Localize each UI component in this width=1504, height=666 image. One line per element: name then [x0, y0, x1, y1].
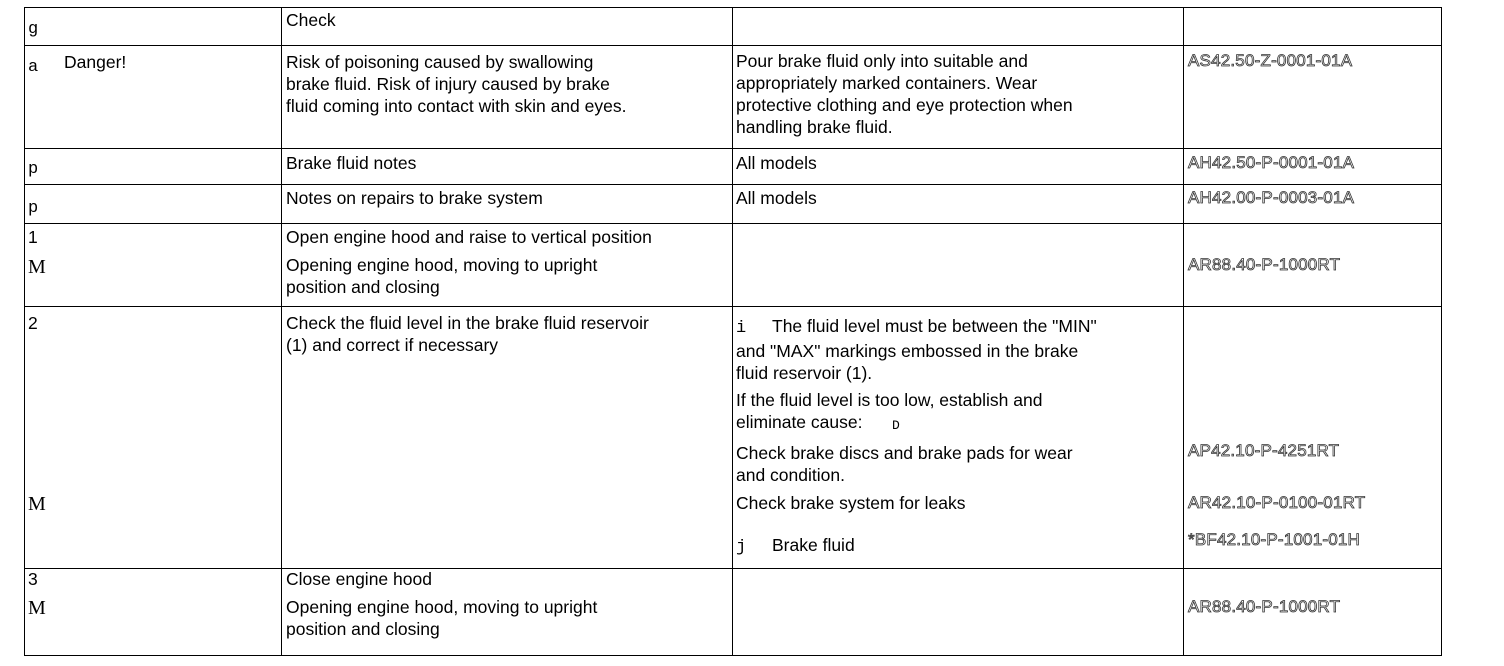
workshop-symbol: M	[28, 493, 46, 515]
table-rule	[24, 184, 1442, 185]
reference-code[interactable]: *BF42.10-P-1001-01H	[1188, 530, 1361, 549]
danger-label: Danger!	[64, 52, 127, 72]
step-sub-instruction: Opening engine hood, moving to upright position and closing	[286, 597, 598, 639]
fluid-symbol: j	[736, 538, 747, 557]
info-text-continued: and "MAX" markings embossed in the brake fluid reservoir (1).	[736, 341, 1079, 383]
table-rule	[24, 7, 25, 656]
reference-code[interactable]: AS42.50-Z-0001-01A	[1188, 51, 1353, 70]
notes-symbol: p	[28, 199, 39, 218]
info-text: The fluid level must be between the "MIN"	[772, 316, 1097, 336]
step-number: 2	[28, 313, 38, 333]
applicability: All models	[736, 188, 817, 208]
danger-symbol: a	[28, 58, 39, 77]
row-title: Brake fluid notes	[286, 153, 417, 173]
low-level-text: If the fluid level is too low, establish and eliminate cause:	[736, 390, 1043, 432]
cause-symbol: D	[892, 418, 900, 433]
reference-code[interactable]: AR42.10-P-0100-01RT	[1188, 493, 1366, 512]
step-number: 3	[28, 569, 38, 589]
leaks-check-text: Check brake system for leaks	[736, 493, 966, 513]
discs-check-text: Check brake discs and brake pads for wear and condition.	[736, 443, 1073, 485]
workshop-symbol: M	[28, 256, 46, 278]
applicability: All models	[736, 153, 817, 173]
table-rule	[1183, 7, 1184, 656]
table-rule	[24, 306, 1442, 307]
table-rule	[1441, 7, 1442, 656]
table-rule	[24, 45, 1442, 46]
step-instruction: Open engine hood and raise to vertical position	[286, 227, 652, 247]
danger-risk-text: Risk of poisoning caused by swallowing brake fluid. Risk of injury caused by brake fluid coming into contact with skin and eyes.	[286, 52, 627, 116]
table-rule	[24, 148, 1442, 149]
step-sub-instruction: Opening engine hood, moving to upright position and closing	[286, 255, 598, 297]
table-rule	[732, 7, 733, 656]
table-rule	[24, 7, 1442, 8]
info-symbol: i	[736, 319, 747, 338]
reference-code[interactable]: AR88.40-P-1000RT	[1188, 597, 1341, 616]
notes-symbol: p	[28, 160, 39, 179]
row-title: Notes on repairs to brake system	[286, 188, 543, 208]
row-title: Check	[286, 10, 336, 30]
fluid-text: Brake fluid	[772, 535, 855, 555]
workshop-symbol: M	[28, 597, 46, 619]
table-rule	[24, 655, 1442, 656]
table-rule	[24, 568, 1442, 569]
danger-measure-text: Pour brake fluid only into suitable and appropriately marked containers. Wear protective clothing and eye protection when handling brake fluid.	[736, 51, 1073, 137]
reference-code[interactable]: AR88.40-P-1000RT	[1188, 255, 1341, 274]
step-instruction: Close engine hood	[286, 569, 432, 589]
reference-code[interactable]: AH42.50-P-0001-01A	[1188, 153, 1355, 172]
table-rule	[24, 223, 1442, 224]
reference-code[interactable]: AP42.10-P-4251RT	[1188, 441, 1340, 460]
procedure-table	[24, 7, 1442, 656]
step-instruction: Check the fluid level in the brake fluid reservoir (1) and correct if necessary	[286, 313, 649, 355]
reference-code[interactable]: AH42.00-P-0003-01A	[1188, 188, 1355, 207]
step-number: 1	[28, 227, 38, 247]
table-rule	[281, 7, 282, 656]
check-symbol: g	[28, 20, 39, 39]
